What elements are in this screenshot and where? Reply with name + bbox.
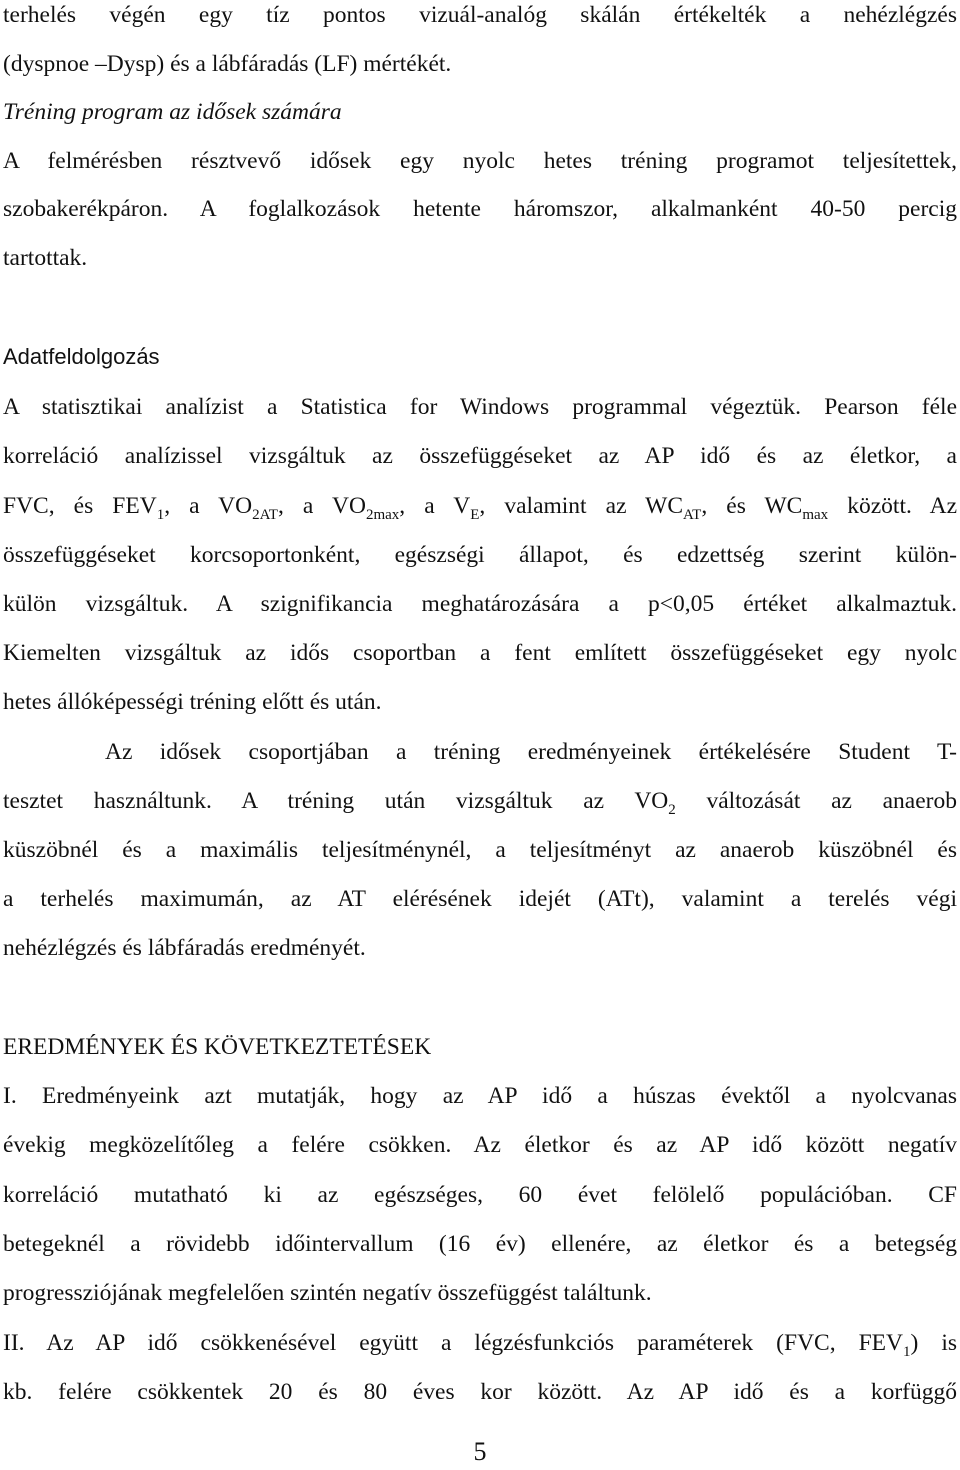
text-line: korreláció mutatható ki az egészséges, 60 évet felölelő populációban. CF (3, 1182, 957, 1208)
text-line: kb. felére csökkentek 20 és 80 éves kor között. Az AP idő és a korfüggő (3, 1379, 957, 1405)
text-line: A statisztikai analízist a Statistica for Windows programmal végeztük. Pearson féle (3, 394, 957, 420)
text-line: korreláció analízissel vizsgáltuk az összefüggéseket az AP idő és az életkor, a (3, 443, 957, 469)
text-line: küszöbnél és a maximális teljesítménynél, a teljesítményt az anaerob küszöbnél és (3, 837, 957, 863)
text-line: hetes állóképességi tréning előtt és után. (3, 689, 382, 715)
text-line: külön vizsgáltuk. A szignifikancia meghatározására a p<0,05 értéket alkalmaztuk. (3, 591, 957, 617)
text-line: Kiemelten vizsgáltuk az idős csoportban a fent említett összefüggéseket egy nyolc (3, 640, 957, 666)
text-line-with-subscripts: FVC, és $FEV_1$, a $VO_{2AT}$, a $VO_{2max}$, a $V_E$, valamint az $WC_{AT}$, és $WC_{max}$ között. Az (3, 493, 958, 523)
page-number: 5 (473, 1437, 487, 1466)
text-line: nehézlégzés és lábfáradás eredményét. (3, 935, 366, 961)
text-line: betegeknél a rövidebb időintervallum (16 év) ellenére, az életkor és a betegség (3, 1231, 957, 1257)
text-line: tartottak. (3, 245, 88, 271)
text-line-with-subscripts: tesztet használtunk. A tréning után vizsgáltuk az $VO_2$ változását az anaerob (3, 788, 957, 818)
text-line-with-subscripts: II. Az AP idő csökkenésével együtt a légzésfunkciós paraméterek (FVC, $FEV_1$) is (3, 1330, 957, 1360)
text-line: összefüggéseket korcsoportonként, egészségi állapot, és edzettség szerint külön- (3, 542, 957, 568)
text-line: szobakerékpáron. A foglalkozások hetente háromszor, alkalmanként 40-50 percig (3, 196, 957, 222)
section-heading-results: EREDMÉNYEK ÉS KÖVETKEZTETÉSEK (3, 1034, 432, 1060)
text-line: A felmérésben résztvevő idősek egy nyolc hetes tréning programot teljesítettek, (3, 148, 957, 174)
text-line: (dyspnoe –Dysp) és a lábfáradás (LF) mértékét. (3, 51, 452, 77)
text-line: progressziójának megfelelően szintén negatív összefüggést találtunk. (3, 1280, 652, 1306)
section-heading-training: Tréning program az idősek számára (3, 99, 342, 125)
text-line: I. Eredményeink azt mutatják, hogy az AP idő a húszas évektől a nyolcvanas (3, 1083, 957, 1109)
section-heading-data-processing: Adatfeldolgozás (3, 344, 160, 369)
text-line: Az idősek csoportjában a tréning eredményeinek értékelésére Student T- (105, 739, 957, 765)
text-line: a terhelés maximumán, az AT elérésének idejét (ATt), valamint a terelés végi (3, 886, 957, 912)
text-line: terhelés végén egy tíz pontos vizuál-analóg skálán értékelték a nehézlégzés (3, 2, 957, 28)
text-line: évekig megközelítőleg a felére csökken. Az életkor és az AP idő között negatív (3, 1132, 957, 1158)
